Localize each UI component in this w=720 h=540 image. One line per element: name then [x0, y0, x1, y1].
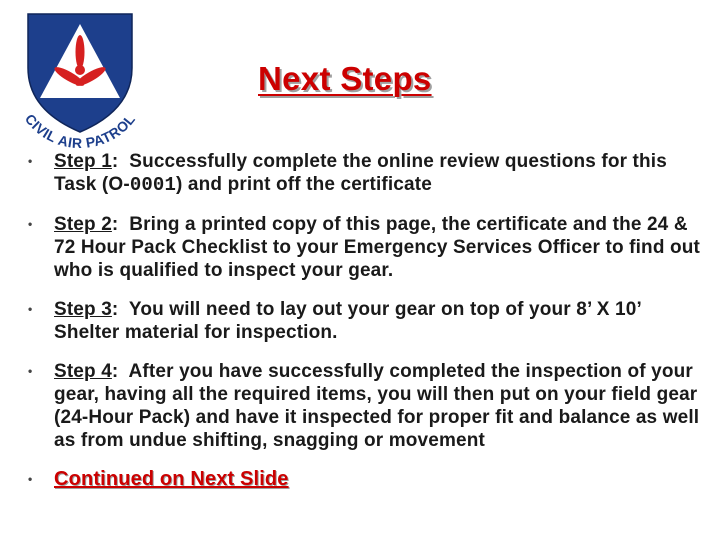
continued-on-next-slide-link[interactable]: Continued on Next Slide [54, 468, 289, 490]
logo-text: CIVIL AIR PATROL [21, 110, 139, 148]
step-1-item [28, 150, 708, 197]
step-sep: : [111, 214, 119, 235]
step-4-item [28, 360, 708, 452]
steps-list [28, 150, 708, 491]
task-code: 0001 [129, 174, 177, 196]
step-sep: : [111, 361, 119, 382]
step-label: Step 4 [54, 361, 112, 382]
bullet-icon: • [28, 302, 33, 316]
bullet-icon: • [28, 217, 33, 231]
page-title: Next Steps [258, 60, 432, 97]
bullet-icon: • [28, 154, 33, 168]
bullet-icon: • [28, 472, 33, 486]
step-text-tail: ) and print off the certificate [176, 174, 432, 195]
step-text: You will need to lay out your gear on top of your 8’ X 10’ Shelter material for inspection. [54, 299, 647, 343]
step-3-item [28, 298, 708, 344]
step-label: Step 2 [54, 214, 112, 235]
step-sep: : [111, 299, 119, 320]
step-label: Step 3 [54, 299, 112, 320]
step-2-item [28, 213, 708, 282]
continue-item [28, 468, 708, 491]
step-label: Step 1 [54, 151, 112, 172]
step-text: After you have successfully completed the inspection of your gear, having all the required items, you will then put on your field gear (24-Hour Pack) and have it inspected for proper fit and balance as well as from undue shifting, snagging or movement [54, 361, 705, 451]
bullet-icon: • [28, 364, 33, 378]
step-text: Successfully complete the online review questions for this Task (O- [54, 151, 673, 195]
step-sep: : [111, 151, 119, 172]
step-text: Bring a printed copy of this page, the certificate and the 24 & 72 Hour Pack Checklist to your Emergency Services Officer to find out who is qualified to inspect your gear. [54, 214, 706, 281]
civil-air-patrol-logo [6, 6, 154, 148]
